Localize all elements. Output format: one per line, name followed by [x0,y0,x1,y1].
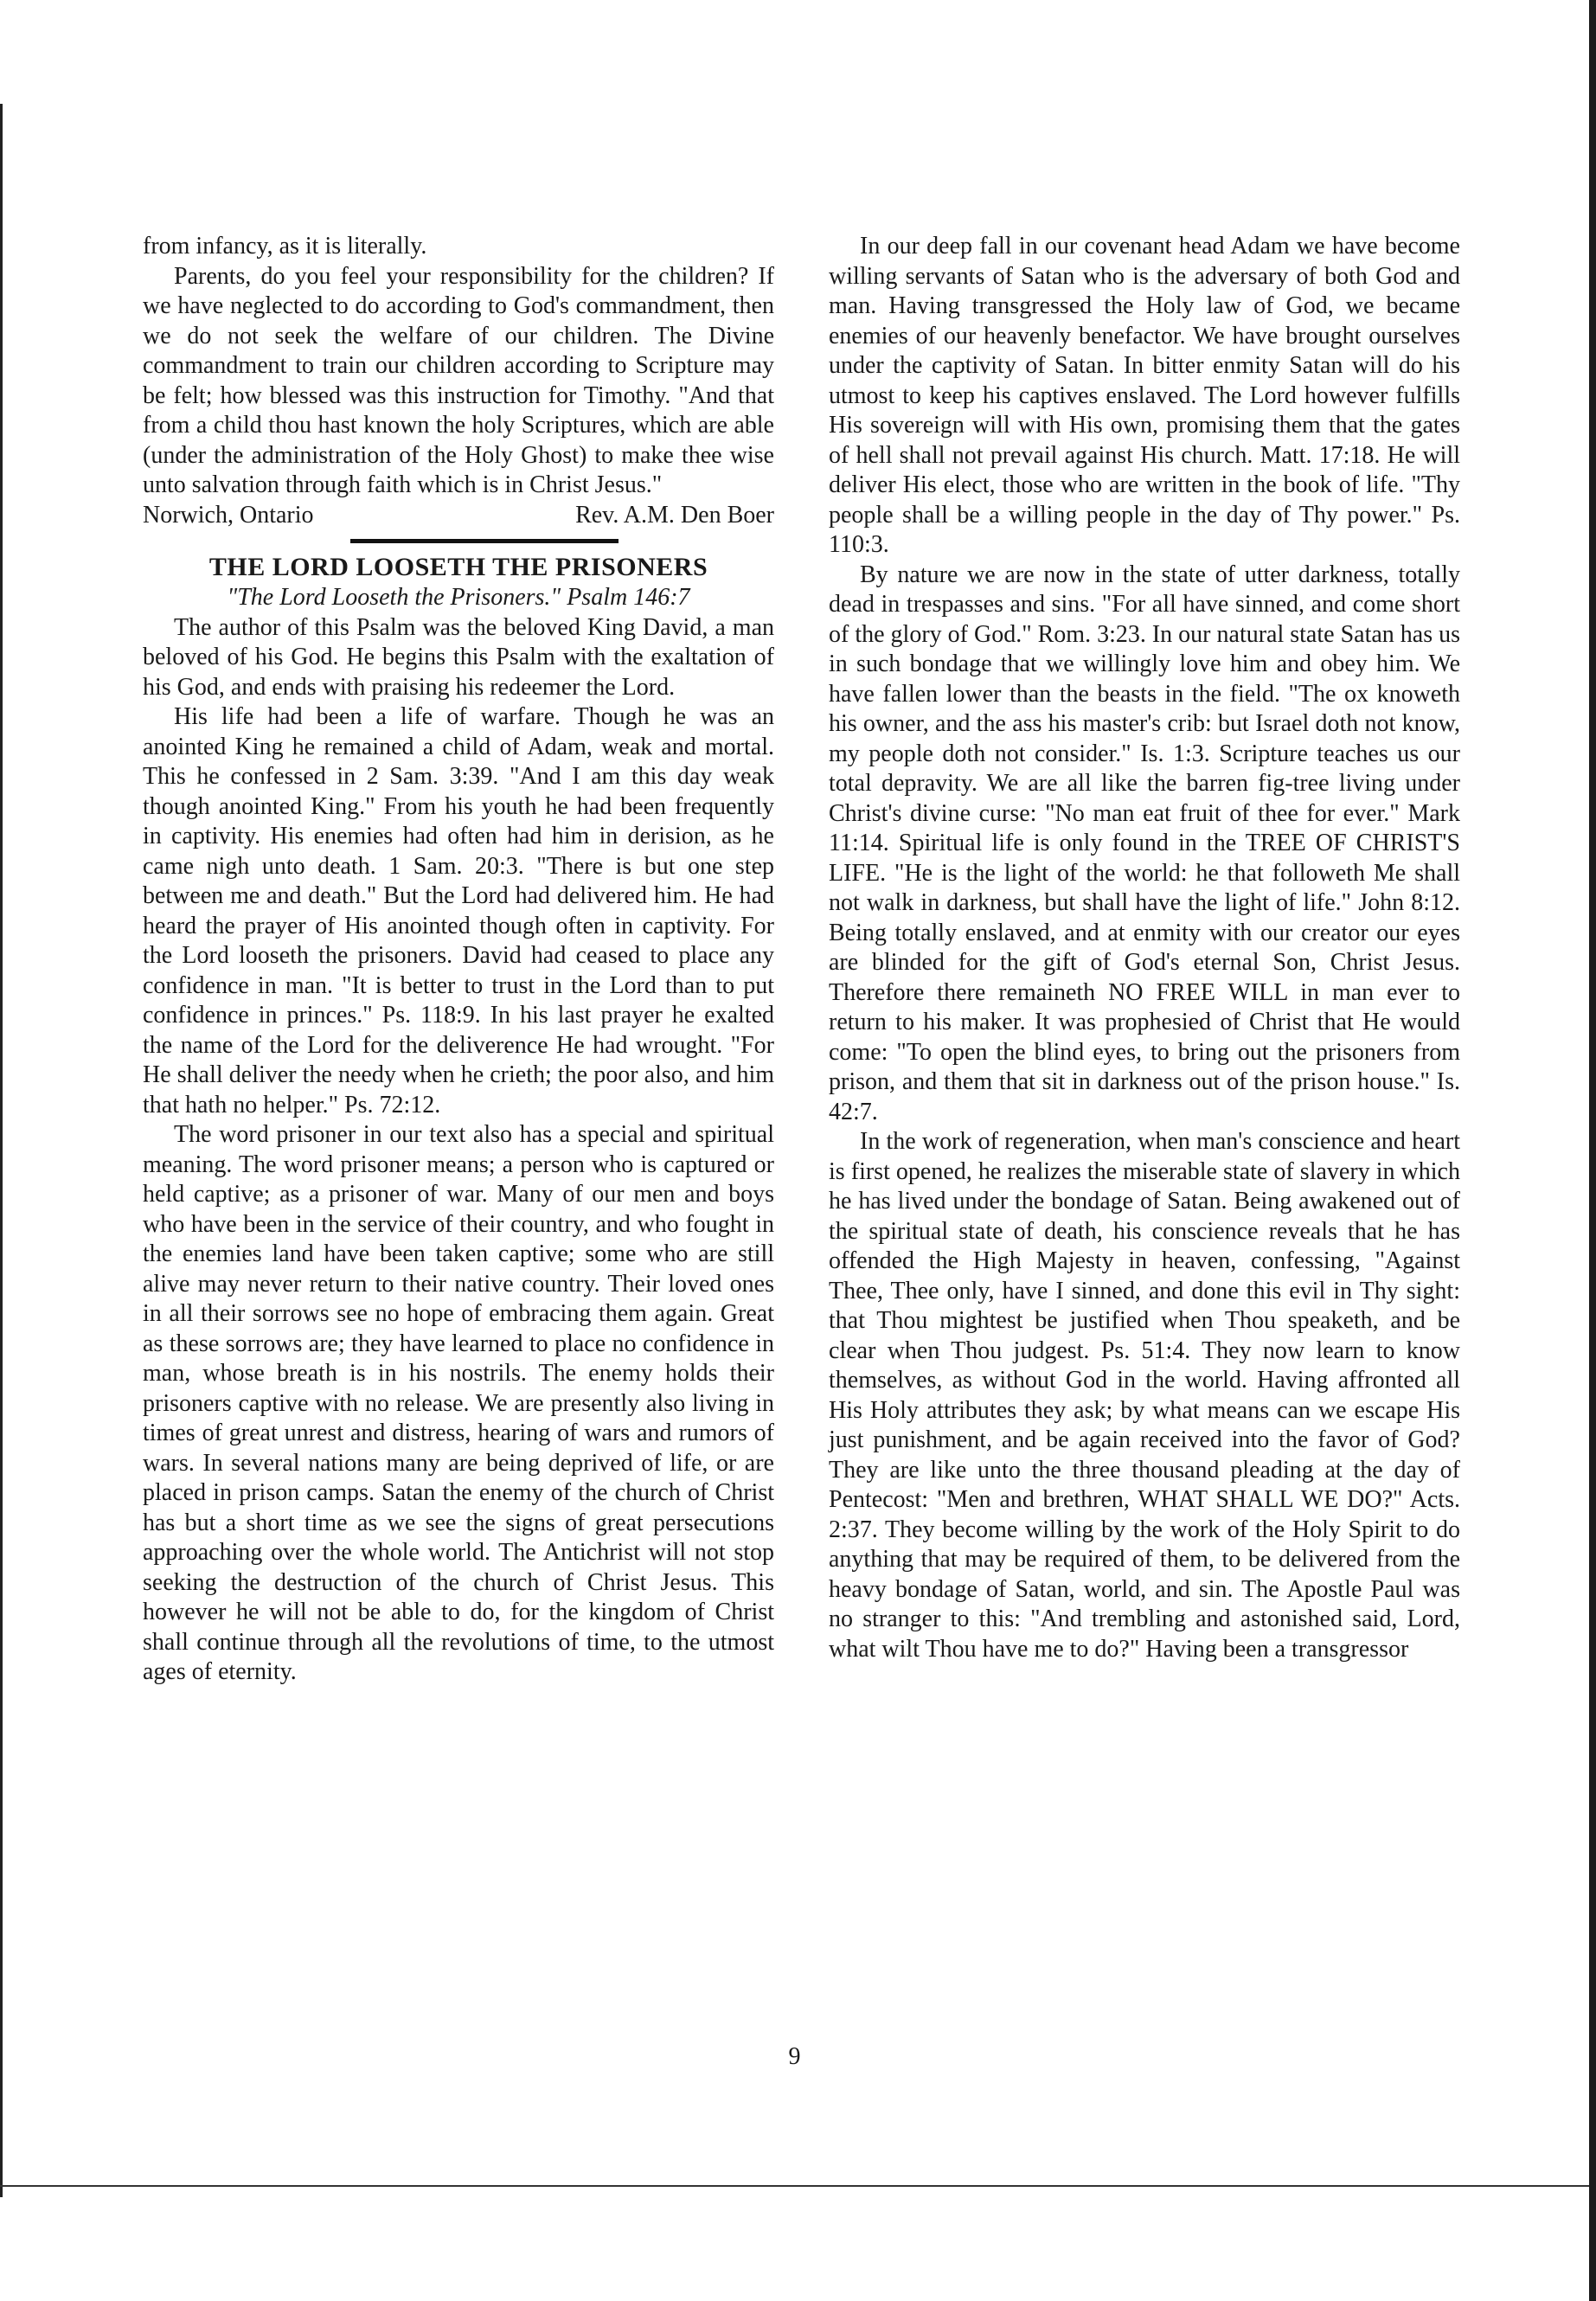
article-title: THE LORD LOOSETH THE PRISONERS [208,553,708,581]
scan-edge-bottom [0,2185,1589,2187]
epigraph [143,583,774,613]
paragraph: The author of this Psalm was the beloved King David, a man beloved of his God. He begins this Psalm with the exaltation of his God, and ends with praising his redeemer the Lord. [143,613,774,701]
paragraph: Parents, do you feel your responsibility for the children? If we have neglected to do according to God's commandment, then we do not seek the welfare of our children. The Divine commandment to train our children according to Scripture may be felt; how blessed was this instruction for Timothy. "And that from a child thou hast known the holy Scriptures, which are able (under the administration of the Holy Ghost) to make thee wise unto salvation through faith which is in Christ Jesus." [143,262,774,498]
epigraph-reference: Psalm 146:7 [567,584,690,611]
section-divider [350,539,619,543]
paragraph: The word prisoner in our text also has a special and spiritual meaning. The word prisoner means; a person who is captured or held captive; as a prisoner of war. Many of our men and boys who have been in the service of their country, and who fought in the enemies land have been taken captive; some who are still alive may never return to their native country. Their loved ones in all their sorrows see no hope of embracing them again. Great as these sorrows are; they have learned to place no confidence in man, whose breath is in his nostrils. The enemy holds their prisoners captive with no release. We are presently also living in times of great unrest and distress, hearing of wars and rumors of wars. In several nations many are being deprived of life, or are placed in prison camps. Satan the enemy of the church of Christ has but a short time as we see the signs of great persecutions approaching over the whole world. The Antichrist will not stop seeking the destruction of the church of Christ Jesus. This however he will not be able to do, for the kingdom of Christ shall continue through all the revolutions of time, to the utmost ages of eternity. [143,1121,774,1685]
signature-name: Rev. A.M. Den Boer [575,501,774,529]
scan-edge-left [0,104,3,2197]
left-column [143,232,774,1688]
paragraph: By nature we are now in the state of utter darkness, totally dead in trespasses and sins. "For all have sinned, and come short of the glory of God." Rom. 3:23. In our natural state Satan has us in such bondage that we willingly love him and obey him. We have fallen lower than the beasts in the field. "The ox knoweth his owner, and the ass his master's crib: but Israel doth not know, my people doth not consider." Is. 1:3. Scripture teaches us our total depravity. We are all like the barren fig-tree living under Christ's divine curse: "No man eat fruit of thee for ever." Mark 11:14. Spiritual life is only found in the TREE OF CHRIST'S LIFE. "He is the light of the world: he that followeth Me shall not walk in darkness, but shall have the light of life." John 8:12. Being totally enslaved, and at enmity with our creator our eyes are blinded for the gift of God's eternal Son, Christ Jesus. Therefore there remaineth NO FREE WILL in man ever to return to his maker. It was prophesied of Christ that He would come: "To open the blind eyes, to bring out the prisoners from prison, and them that sit in darkness out of the prison house." Is. 42:7. [829,561,1460,1125]
page-number: 9 [788,2043,801,2070]
paragraph: In the work of regeneration, when man's conscience and heart is first opened, he realizes the miserable state of slavery in which he has lived under the bondage of Satan. Being awakened out of the spiritual state of death, his conscience reveals that he has offended the High Majesty in heaven, confessing, "Against Thee, Thee only, have I sinned, and done this evil in Thy sight: that Thou mightest be justified when Thou speaketh, and be clear when Thou judgest. Ps. 51:4. They now learn to know themselves, as without God in the world. Having affronted all His Holy attributes they ask; by what means can we escape His just punishment, and be again received into the favor of God? They are like unto the three thousand pleading at the day of Pentecost: "Men and brethren, WHAT SHALL WE DO?" Acts. 2:37. They become willing by the work of the Holy Spirit to do anything that may be required of them, to be delivered from the heavy bondage of Satan, world, and sin. The Apostle Paul was no stranger to this: "And trembling and astonished said, Lord, what wilt Thou have me to do?" Having been a transgressor [829,1128,1460,1663]
paragraph: His life had been a life of warfare. Though he was an anointed King he remained a child of Adam, weak and mortal. This he confessed in 2 Sam. 3:39. "And I am this day weak though anointed King." From his youth he had been frequently in captivity. His enemies had often had him in derision, as he came nigh unto death. 1 Sam. 20:3. "There is but one step between me and death." But the Lord had delivered him. He had heard the prayer of His anointed though often in captivity. For the Lord looseth the prisoners. David had ceased to place any confidence in man. "It is better to trust in the Lord than to put confidence in princes." Ps. 118:9. In his last prayer he exalted the name of the Lord for the deliverence He had wrought. "For He shall deliver the needy when he crieth; the poor also, and him that hath no helper." Ps. 72:12. [143,703,774,1118]
signature-place: Norwich, Ontario [143,501,314,529]
signature-line [143,501,774,531]
epigraph-quote: "The Lord Looseth the Prisoners." [227,584,561,611]
paragraph: from infancy, as it is literally. [143,233,427,260]
right-column [829,232,1460,1664]
paragraph: In our deep fall in our covenant head Adam we have become willing servants of Satan who is the adversary of both God and man. Having transgressed the Holy law of God, we became enemies of our heavenly benefactor. We have brought ourselves under the captivity of Satan. In bitter enmity Satan will do his utmost to keep his captives enslaved. The Lord however fulfills His sovereign will with His own, promising them that the gates of hell shall not prevail against His church. Matt. 17:18. He will deliver His elect, those who are written in the book of life. "Thy people shall be a willing people in the day of Thy power." Ps. 110:3. [829,233,1460,558]
scan-edge-right [1589,0,1596,2301]
